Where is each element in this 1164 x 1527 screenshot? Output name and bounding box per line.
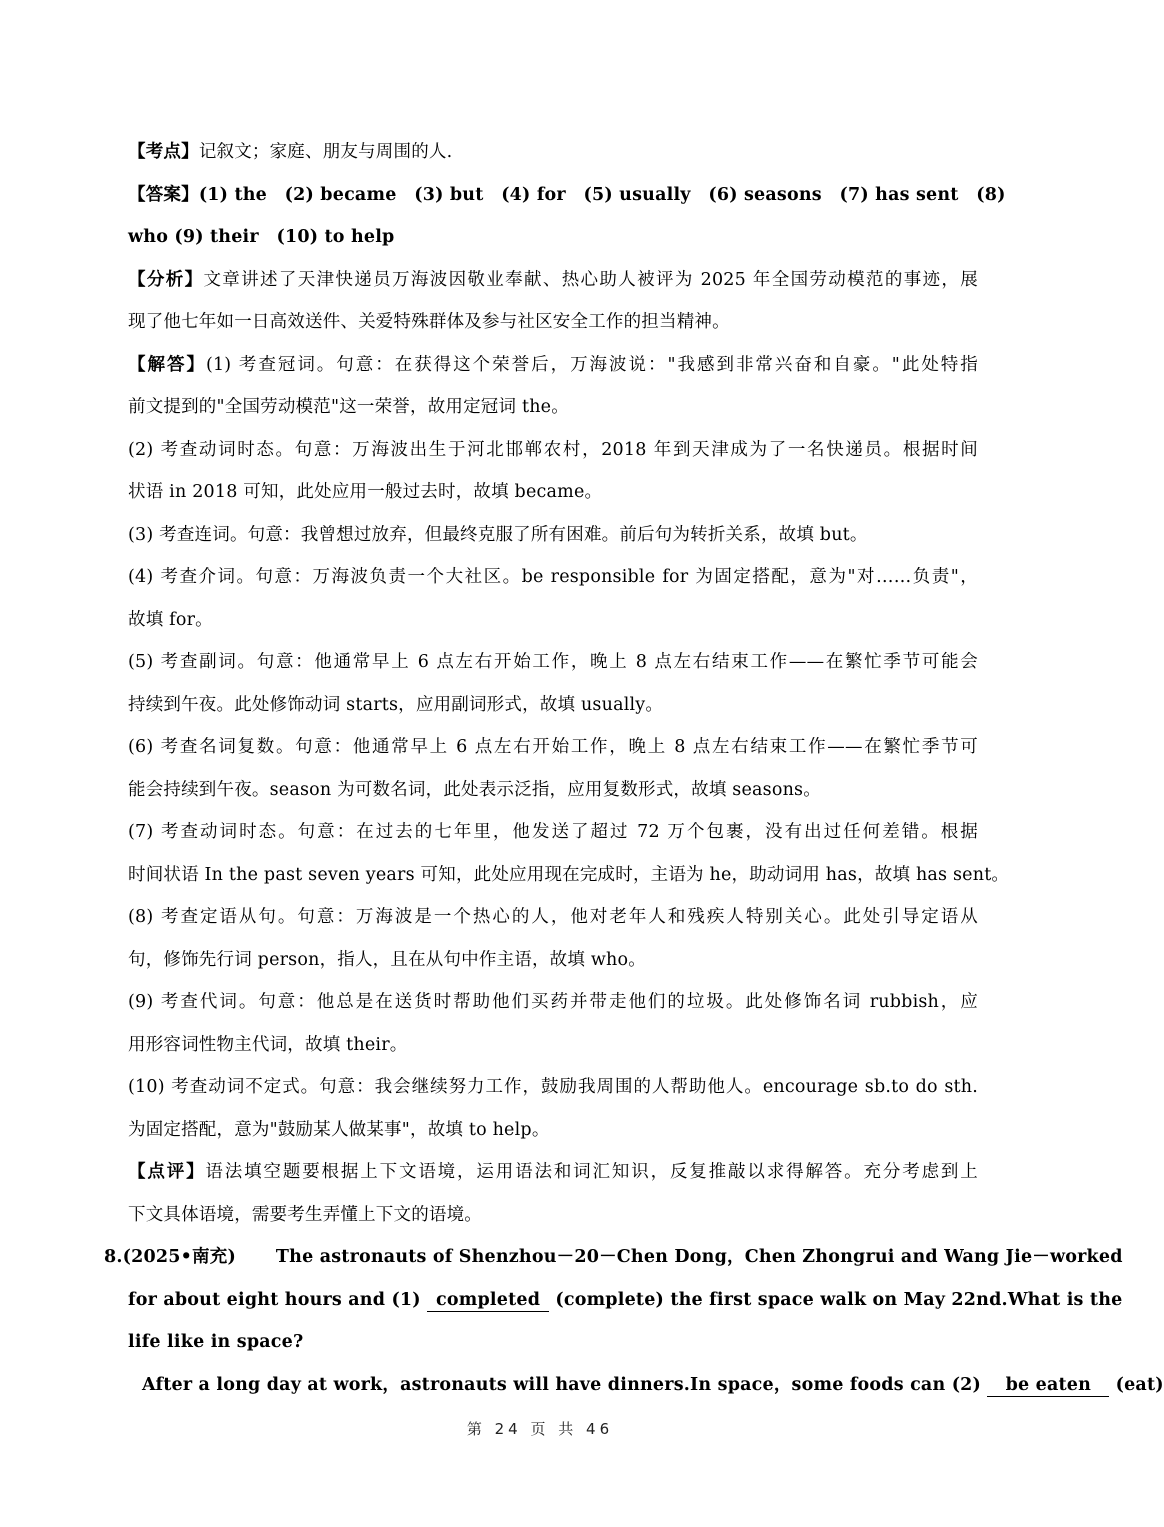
document-body bbox=[104, 131, 1164, 1406]
solution-1-text-1: (1) 考查冠词。句意：在获得这个荣誉后，万海波说："我感到非常兴奋和自豪。"此处特指 bbox=[205, 354, 978, 375]
question-8-text-1: The astronauts of Shenzhou－20－Chen Dong，Chen Zhongrui and Wang Jie－worked bbox=[275, 1247, 1123, 1267]
solution-9-text-1: (9) 考查代词。句意：他总是在送货时帮助他们买药并带走他们的垃圾。此处修饰名词 rubbish，应 bbox=[128, 992, 978, 1012]
solution-8-text-2: 句，修饰先行词 person，指人，且在从句中作主语，故填 who。 bbox=[128, 949, 646, 970]
solution-4-text-2: 故填 for。 bbox=[128, 609, 213, 630]
solution-2-text-1: (2) 考查动词时态。句意：万海波出生于河北邯郸农村，2018 年到天津成为了一名快递员。根据时间 bbox=[128, 439, 978, 460]
answer-tag: 【答案】 bbox=[128, 184, 199, 205]
kaodian-line bbox=[128, 131, 978, 174]
analysis-line-2: 现了他七年如一日高效送件、关爱特殊群体及参与社区安全工作的担当精神。 bbox=[128, 312, 730, 332]
question-8-text-4a: After a long day at work，astronauts will have dinners.In space，some foods can (2) bbox=[142, 1374, 988, 1395]
solution-10-text-2: 为固定搭配，意为"鼓励某人做某事"，故填 to help。 bbox=[128, 1119, 550, 1140]
answer-blank-1: completed bbox=[427, 1289, 549, 1312]
solution-9-text-2: 用形容词性物主代词，故填 their。 bbox=[128, 1034, 408, 1055]
comment-text-1: 语法填空题要根据上下文语境，运用语法和词汇知识，反复推敲以求得解答。充分考虑到上 bbox=[205, 1162, 978, 1182]
question-8-prefix: 8.(2025•南充) bbox=[104, 1247, 236, 1267]
question-8-text-4b: (eat) bbox=[1109, 1374, 1164, 1395]
solution-tag: 【解答】 bbox=[128, 354, 206, 375]
comment-tag: 【点评】 bbox=[128, 1162, 206, 1182]
solution-6-text-2: 能会持续到午夜。season 为可数名词，此处表示泛指，应用复数形式，故填 seasons。 bbox=[128, 779, 821, 800]
kaodian-text: 记叙文；家庭、朋友与周围的人. bbox=[198, 142, 453, 162]
solution-7-text-1: (7) 考查动词时态。句意：在过去的七年里，他发送了超过 72 万个包裹，没有出过任何差错。根据 bbox=[128, 822, 978, 842]
answer-blank-2: be eaten bbox=[987, 1374, 1109, 1397]
question-8-line-2 bbox=[128, 1279, 1123, 1322]
question-8-text-2a: for about eight hours and (1) bbox=[128, 1289, 428, 1310]
kaodian-tag: 【考点】 bbox=[128, 142, 199, 162]
solution-6-text-1: (6) 考查名词复数。句意：他通常早上 6 点左右开始工作，晚上 8 点左右结束工作——在繁忙季节可 bbox=[128, 737, 978, 757]
solution-4-text-1: (4) 考查介词。句意：万海波负责一个大社区。be responsible for 为固定搭配，意为"对……负责"， bbox=[128, 567, 978, 587]
solution-8-text-1: (8) 考查定语从句。句意：万海波是一个热心的人，他对老年人和残疾人特别关心。此处引导定语从 bbox=[128, 907, 978, 927]
question-8-line-1 bbox=[104, 1236, 1123, 1279]
solution-5-text-2: 持续到午夜。此处修饰动词 starts，应用副词形式，故填 usually。 bbox=[128, 694, 664, 715]
question-8-line-3: life like in space? bbox=[128, 1332, 304, 1352]
question-8-text-2b: (complete) the first space walk on May 22nd.What is the bbox=[549, 1289, 1123, 1310]
page-footer: 第 24 页 共 46 bbox=[466, 1420, 614, 1438]
analysis-text-1: 文章讲述了天津快递员万海波因敬业奉献、热心助人被评为 2025 年全国劳动模范的事迹，展 bbox=[203, 269, 978, 290]
answer-text-1: (1) the (2) became (3) but (4) for (5) usually (6) seasons (7) has sent (8) bbox=[198, 184, 1006, 205]
solution-2-text-2: 状语 in 2018 可知，此处应用一般过去时，故填 became。 bbox=[128, 482, 603, 502]
analysis-tag: 【分析】 bbox=[128, 269, 204, 290]
question-8-line-4 bbox=[142, 1364, 1164, 1407]
analysis-line-1 bbox=[128, 259, 978, 302]
answer-line-2: who (9) their (10) to help bbox=[128, 227, 395, 247]
comment-line-2: 下文具体语境，需要考生弄懂上下文的语境。 bbox=[128, 1204, 482, 1225]
solution-line-1 bbox=[128, 344, 978, 387]
solution-5-text-1: (5) 考查副词。句意：他通常早上 6 点左右开始工作，晚上 8 点左右结束工作——在繁忙季节可能会 bbox=[128, 652, 978, 672]
comment-line-1 bbox=[128, 1151, 978, 1194]
answer-line-1 bbox=[128, 174, 1006, 217]
solution-3-text-1: (3) 考查连词。句意：我曾想过放弃，但最终克服了所有困难。前后句为转折关系，故填 but。 bbox=[128, 524, 868, 545]
solution-7-text-2: 时间状语 In the past seven years 可知，此处应用现在完成时，主语为 he，助动词用 has，故填 has sent。 bbox=[128, 864, 1010, 885]
solution-1-text-2: 前文提到的"全国劳动模范"这一荣誉，故用定冠词 the。 bbox=[128, 397, 569, 417]
solution-10-text-1: (10) 考查动词不定式。句意：我会继续努力工作，鼓励我周围的人帮助他人。encourage sb.to do sth. bbox=[128, 1077, 978, 1097]
